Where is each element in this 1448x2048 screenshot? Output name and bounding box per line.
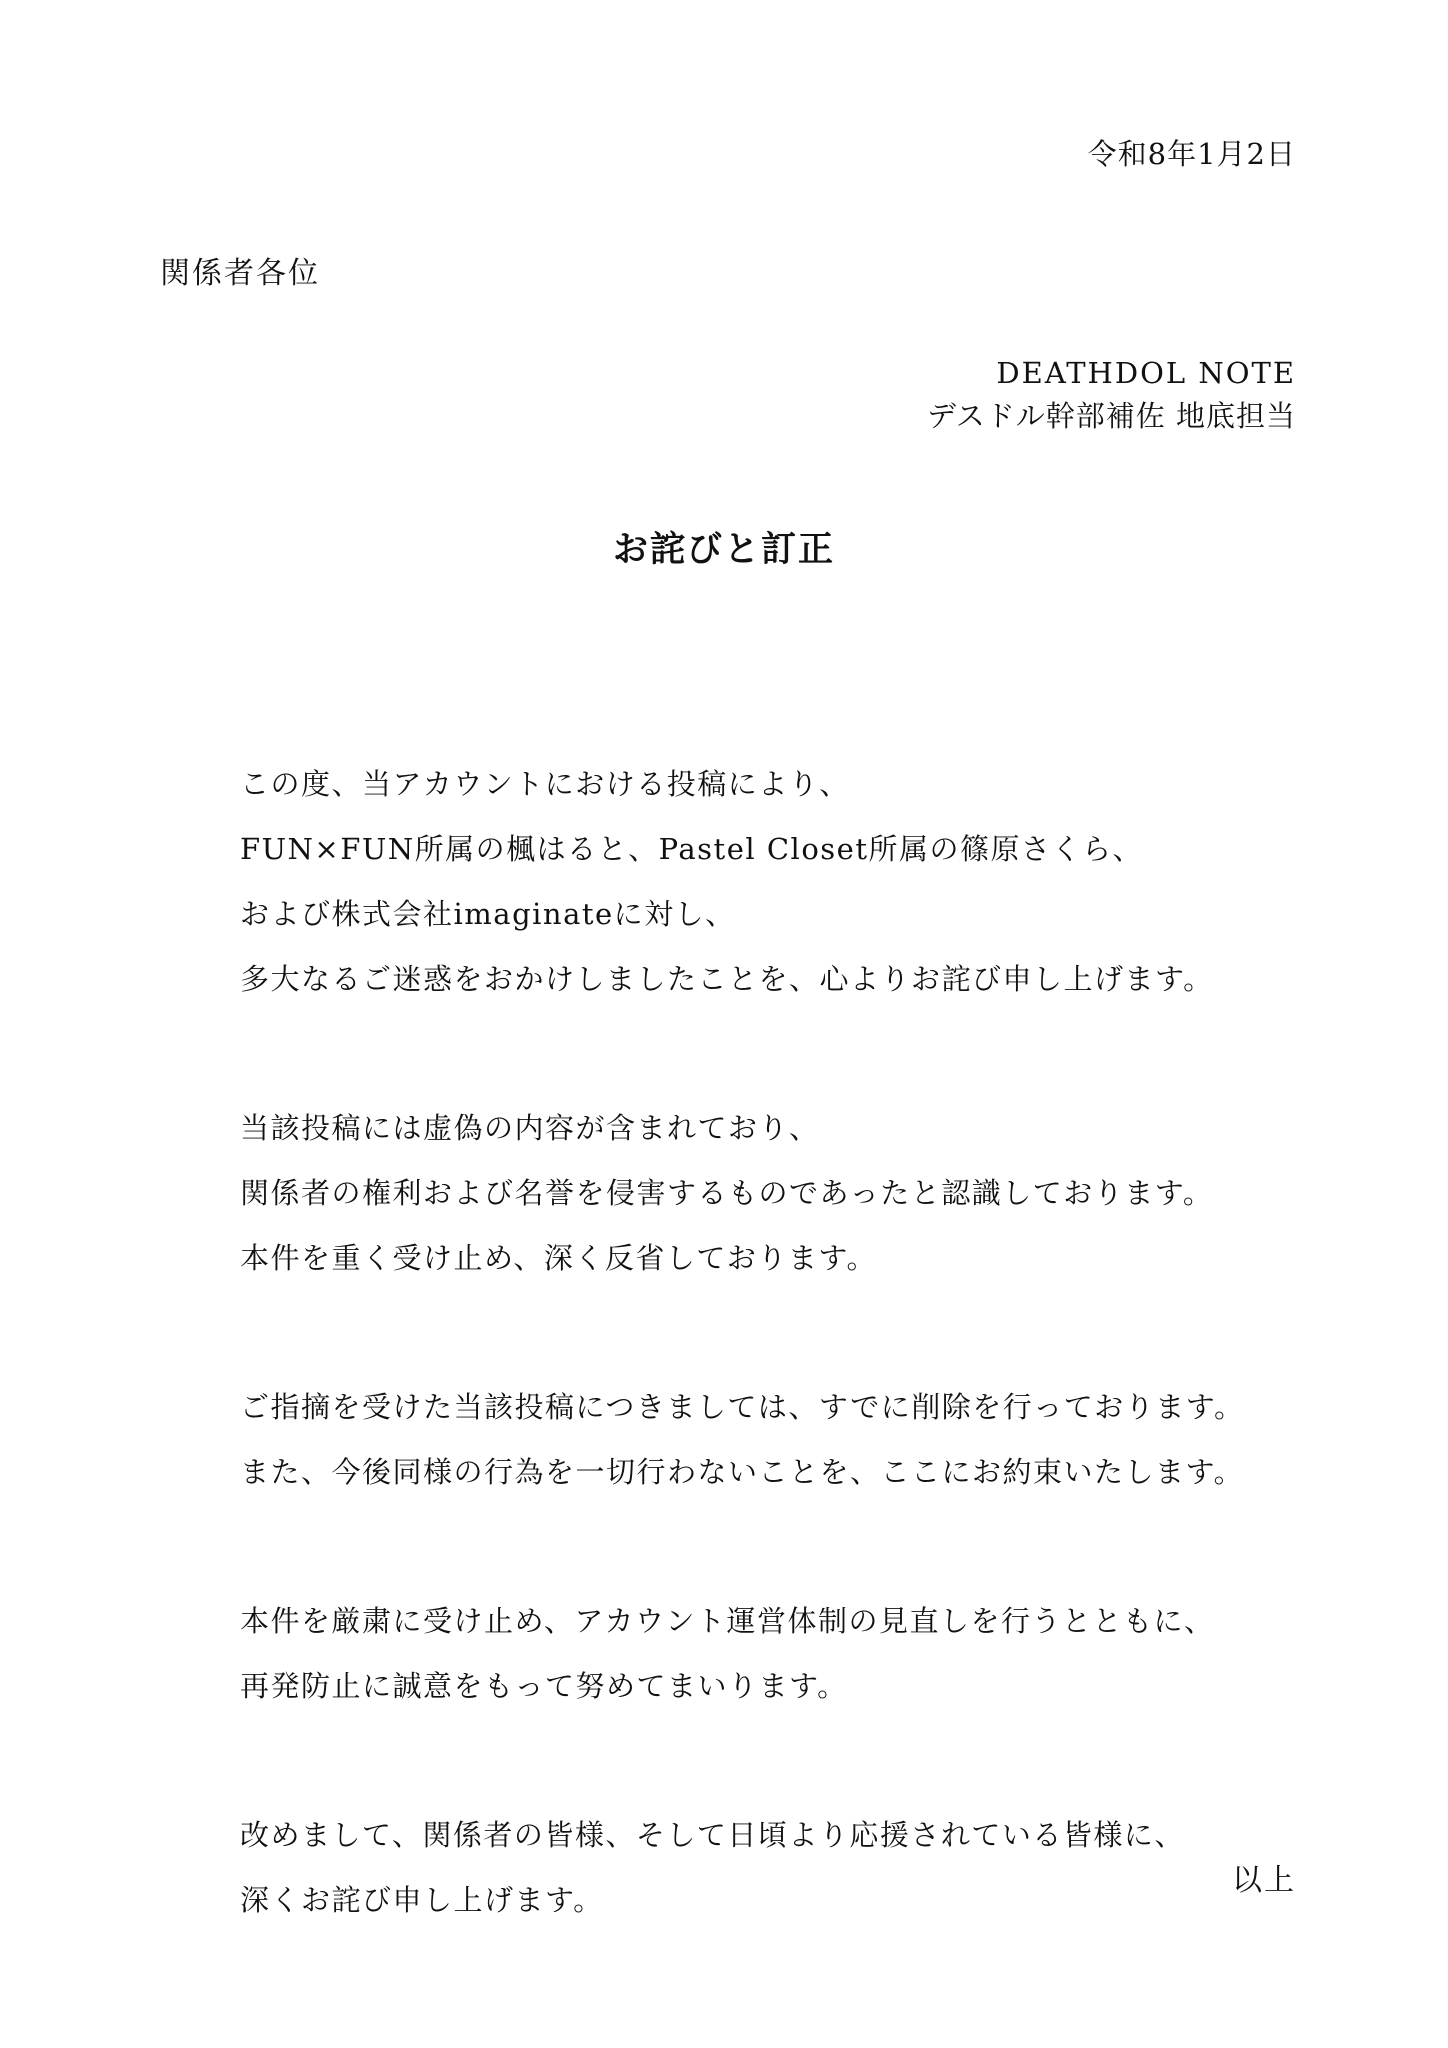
body-line: 再発防止に誠意をもって努めてまいります。: [240, 1669, 848, 1703]
body-line: この度、当アカウントにおける投稿により、: [240, 767, 850, 801]
sender-organization: DEATHDOL NOTE: [996, 356, 1296, 390]
body-line: 改めまして、関係者の皆様、そして日頃より応援されている皆様に、: [240, 1818, 1185, 1852]
letter-body: [240, 752, 1300, 2017]
body-line: 当該投稿には虚偽の内容が含まれており、: [240, 1111, 820, 1145]
addressee: 関係者各位: [160, 256, 320, 291]
sender-block: [927, 352, 1296, 438]
sender-person: デスドル幹部補佐 地底担当: [926, 399, 1296, 433]
body-line: 本件を重く受け止め、深く反省しております。: [240, 1241, 878, 1275]
letter-title: お詫びと訂正: [612, 529, 835, 570]
paragraph-1: [240, 752, 1300, 1012]
body-line: 本件を厳粛に受け止め、アカウント運営体制の見直しを行うとともに、: [240, 1604, 1215, 1638]
body-line: また、今後同様の行為を一切行わないことを、ここにお約束いたします。: [240, 1455, 1245, 1489]
body-line: および株式会社imaginateに対し、: [240, 897, 736, 931]
body-line: 関係者の権利および名誉を侵害するものであったと認識しております。: [240, 1176, 1214, 1210]
paragraph-5: [240, 1803, 1300, 1933]
letter-date: 令和8年1月2日: [1087, 137, 1296, 171]
paragraph-2: [240, 1096, 1300, 1291]
body-line: FUN×FUN所属の楓はると、Pastel Closet所属の篠原さくら、: [240, 832, 1143, 866]
body-line: ご指摘を受けた当該投稿につきましては、すでに削除を行っております。: [240, 1390, 1245, 1424]
paragraph-3: [240, 1375, 1300, 1505]
paragraph-4: [240, 1589, 1300, 1719]
body-line: 深くお詫び申し上げます。: [240, 1883, 604, 1917]
closing-mark: 以上: [1232, 1863, 1296, 1898]
body-line: 多大なるご迷惑をおかけしましたことを、心よりお詫び申し上げます。: [240, 962, 1214, 996]
